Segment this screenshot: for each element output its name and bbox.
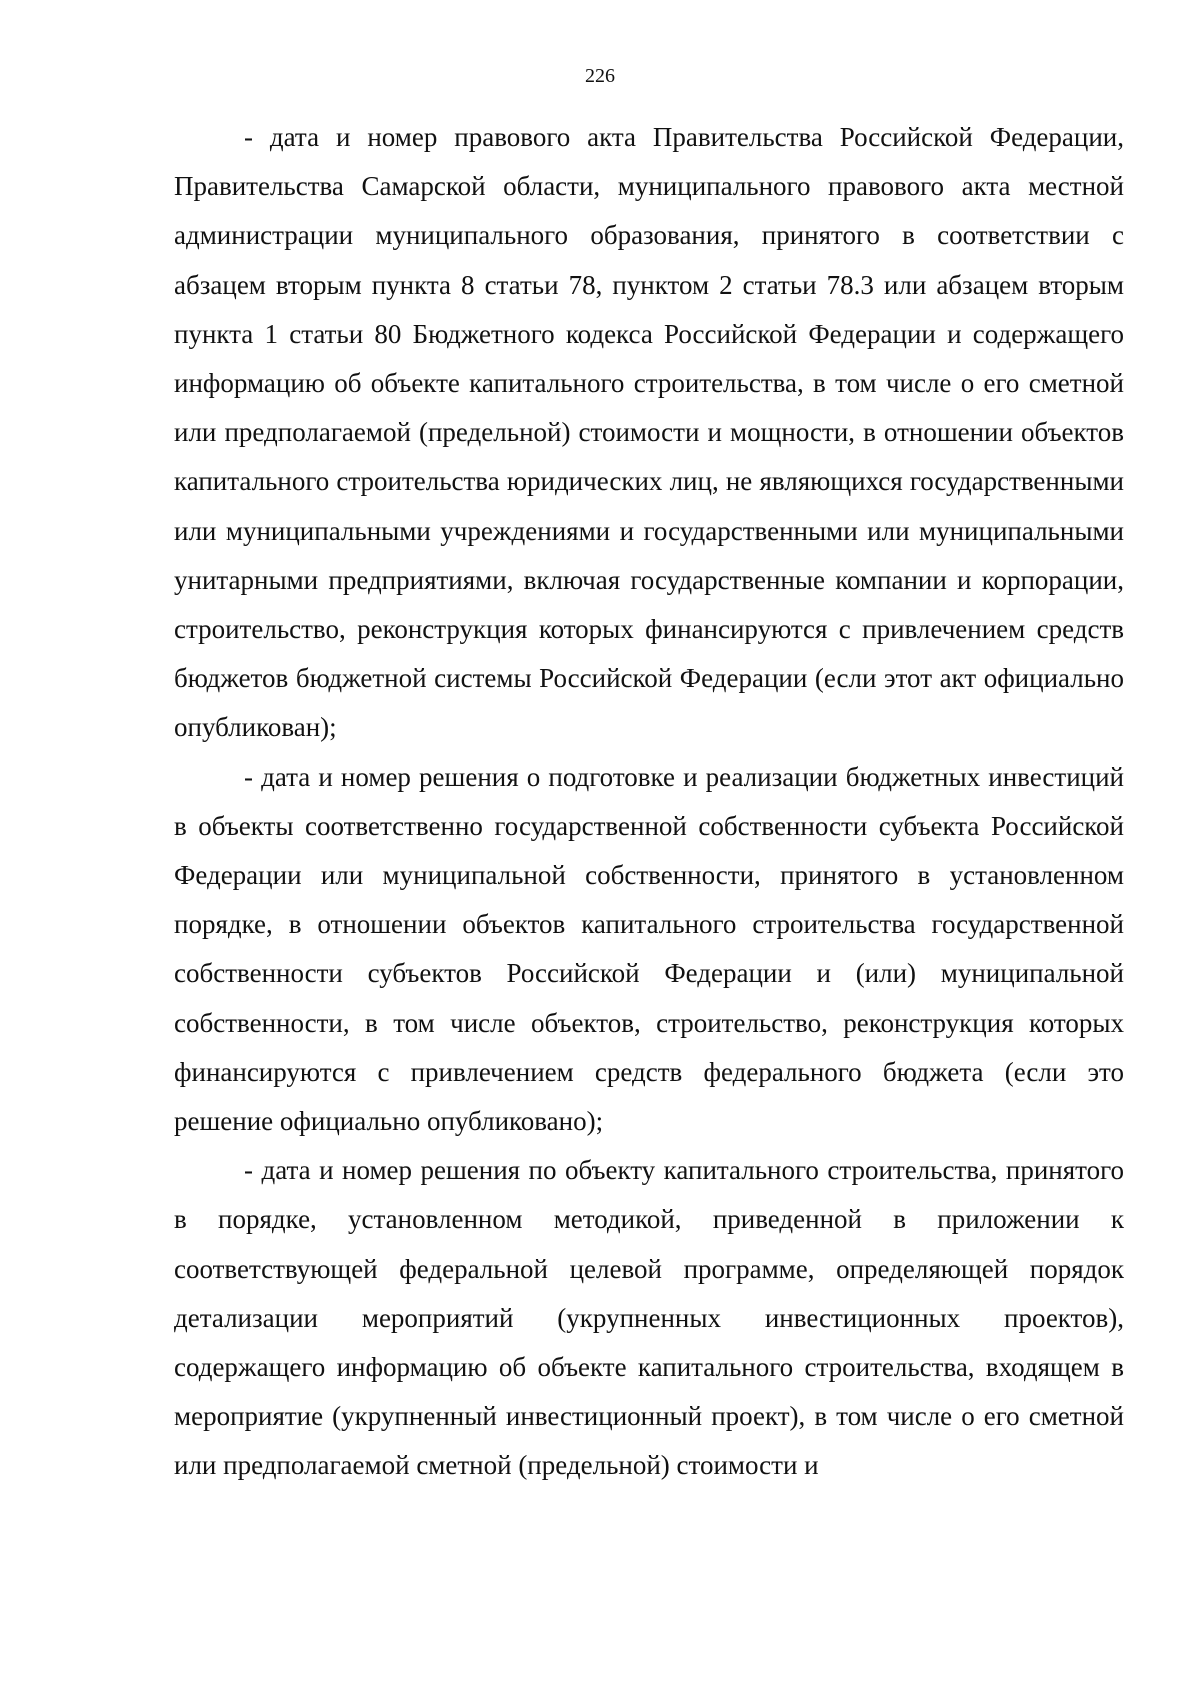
paragraph-capital-object-decision: - дата и номер решения по объекту капитального строительства, принятого в порядке, установленном методикой, приведенной в приложении к соответствующей федеральной целевой программе, определяющей порядок детализации мероприятий (укрупненных инвестиционных проектов), содержащего информацию об объекте капитального строительства, входящем в мероприятие (укрупненный инвестиционный проект), в том числе о его сметной или предполагаемой сметной (предельной) стоимости и — [174, 1155, 1124, 1481]
paragraph-legal-act: - дата и номер правового акта Правительства Российской Федерации, Правительства Самарской области, муниципального правового акта местной администрации муниципального образования, принятого в соответствии с абзацем вторым пункта 8 статьи 78, пунктом 2 статьи 78.3 или абзацем вторым пункта 1 статьи 80 Бюджетного кодекса Российской Федерации и содержащего информацию об объекте капитального строительства, в том числе о его сметной или предполагаемой (предельной) стоимости и мощности, в отношении объектов капитального строительства юридических лиц, не являющихся государственными или муниципальными учреждениями и государственными или муниципальными унитарными предприятиями, включая государственные компании и корпорации, строительство, реконструкция которых финансируются с привлечением средств бюджетов бюджетной системы Российской Федерации (если этот акт официально опубликован); — [174, 122, 1124, 743]
document-body — [174, 113, 1124, 1491]
page-number: 226 — [585, 65, 615, 87]
paragraph-investment-decision: - дата и номер решения о подготовке и реализации бюджетных инвестиций в объекты соответственно государственной собственности субъекта Российской Федерации или муниципальной собственности, принятого в установленном порядке, в отношении объектов капитального строительства государственной собственности субъектов Российской Федерации и (или) муниципальной собственности, в том числе объектов, строительство, реконструкция которых финансируются с привлечением средств федерального бюджета (если это решение официально опубликовано); — [174, 761, 1124, 1137]
